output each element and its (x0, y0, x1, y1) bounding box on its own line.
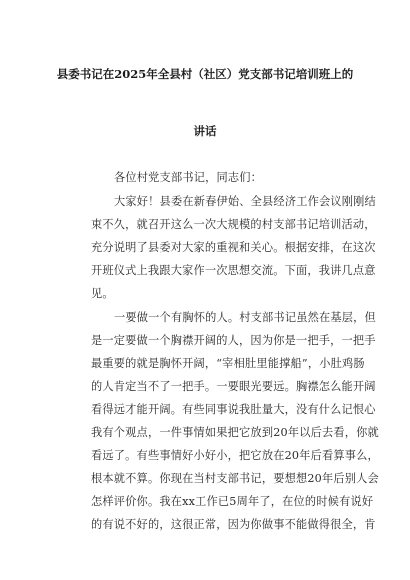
document-title: 县委书记在2025年全县村（社区）党支部书记培训班上的 (56, 67, 354, 81)
paragraph-line: 最重要的就是胸怀开阔，“宰相肚里能撑船”，小肚鸡肠 (91, 357, 365, 370)
paragraph-line: 见。 (91, 287, 114, 300)
paragraph-line: 怎样评价你。我在xx工作已5周年了，在位的时候有说好 (91, 495, 374, 508)
paragraph-line: 束不久，就召开这么一次大规模的村支部书记培训活动， (91, 218, 376, 231)
paragraph-line: 看得远才能开阔。有些同事说我肚量大，没有什么记恨心 (91, 403, 376, 416)
paragraph-line: 一要做一个有胸怀的人。村支部书记虽然在基层，但 (114, 311, 376, 324)
paragraph-line: 看远了。有些事情好小好小，把它放在20年后看算事么， (91, 449, 379, 462)
paragraph-line: 我有个观点，一件事情如果把它放到20年以后去看，你就 (91, 426, 379, 439)
paragraph-line: 根本就不算。你现在当村支部书记，要想想20年后别人会 (91, 472, 379, 485)
paragraph-line: 大家好！县委在新春伊始、全县经济工作会议刚刚结 (114, 195, 376, 208)
paragraph-line: 的有说不好的，这很正常，因为你做事不能做得很全，肯 (91, 518, 376, 531)
paragraph-line: 充分说明了县委对大家的重视和关心。根据安排，在这次 (91, 241, 376, 254)
paragraph-line: 开班仪式上我跟大家作一次思想交流。下面，我讲几点意 (91, 264, 376, 277)
salutation: 各位村党支部书记，同志们： (114, 171, 263, 184)
paragraph-line: 是一定要做一个胸襟开阔的人，因为你是一把手，一把手 (91, 334, 376, 347)
document-title-continued: 讲话 (193, 124, 217, 138)
paragraph-line: 的人肯定当不了一把手。一要眼光要远。胸襟怎么能开阔 (91, 380, 376, 393)
